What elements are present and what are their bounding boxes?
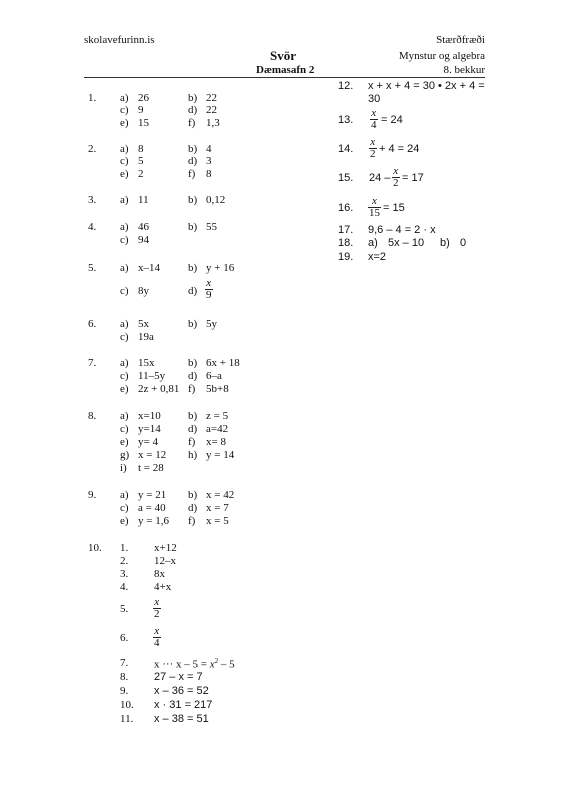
page-subtitle: Dæmasafn 2 <box>256 64 315 76</box>
fraction: $\frac{x}{2}$ <box>393 165 399 189</box>
fraction: $\frac{x}{9}$ <box>206 277 212 301</box>
fraction: $\frac{x}{4}$ <box>154 625 160 649</box>
site-name: skolavefurinn.is <box>84 34 155 46</box>
header-divider <box>84 77 485 78</box>
fraction: $\frac{x}{4}$ <box>371 107 377 131</box>
fraction: $\frac{x}{2}$ <box>154 596 160 620</box>
fraction: $\frac{x}{15}$ <box>369 195 380 219</box>
page-title: Svör <box>270 48 296 63</box>
fraction: $\frac{x}{2}$ <box>370 136 376 160</box>
subject: Stærðfræði <box>436 34 485 46</box>
equation: x ··· $x - 5 = x^2 - 5$ <box>154 657 235 671</box>
grade: 8. bekkur <box>443 64 485 76</box>
topic: Mynstur og algebra <box>398 50 485 62</box>
